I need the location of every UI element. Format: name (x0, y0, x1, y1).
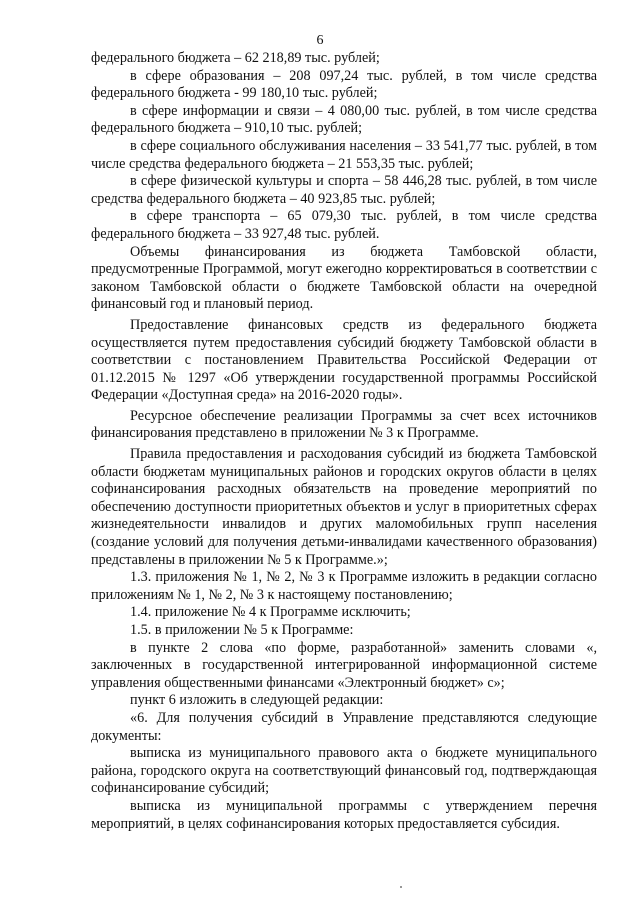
scan-speck (400, 886, 402, 888)
paragraph: пункт 6 изложить в следующей редакции: (130, 692, 384, 709)
paragraph: 1.3. приложения № 1, № 2, № 3 к Программе изложить в редакции согласно приложениям № 1, № 2, № 3 к настоящему постановлению; (91, 569, 597, 603)
page-number: 6 (316, 33, 324, 48)
paragraph: в сфере информации и связи – 4 080,00 тыс. рублей, в том числе средства федерального бюджета – 910,10 тыс. рублей; (91, 102, 597, 137)
paragraph: в сфере транспорта – 65 079,30 тыс. рублей, в том числе средства федерального бюджета – 33 927,48 тыс. рублей. (91, 208, 597, 242)
paragraph: Правила предоставления и расходования субсидий из бюджета Тамбовской области бюджетам муниципальных районов и городских округов области в целях софинансирования расходных обязательств на проведение мероприятий по обеспечению доступности приоритетных объектов и услуг в приоритетных сферах жизнедеятельности инвалидов и других маломобильных групп населения (создание условий для получения детьми-инвалидами качественного образования) представлены в приложении № 5 к Программе.»; (91, 446, 597, 568)
paragraph: «6. Для получения субсидий в Управление представляются следующие документы: (91, 709, 597, 744)
paragraph: федерального бюджета – 62 218,89 тыс. рублей; (91, 50, 380, 66)
paragraph: 1.4. приложение № 4 к Программе исключить; (130, 604, 411, 621)
paragraph: Ресурсное обеспечение реализации Программы за счет всех источников финансирования представлено в приложении № 3 к Программе. (91, 407, 597, 442)
document-body (91, 50, 597, 833)
paragraph: Предоставление финансовых средств из федерального бюджета осуществляется путем предоставления субсидий бюджету Тамбовской области в соответствии с постановлением Правительства Российской Федерации от 01.12.2015 № 1297 «Об утверждении государственной программы Российской Федерации «Доступная среда» на 2016-2020 годы». (91, 316, 597, 404)
paragraph: Объемы финансирования из бюджета Тамбовской области, предусмотренные Программой, могут ежегодно корректироваться в соответствии с законом Тамбовской области о бюджете Тамбовской области на очередной финансовый год и плановый период. (91, 243, 597, 313)
paragraph: 1.5. в приложении № 5 к Программе: (130, 622, 354, 638)
paragraph: выписка из муниципальной программы с утверждением перечня мероприятий, в целях софинансирования которых предоставляется субсидия. (91, 797, 597, 832)
paragraph: в сфере физической культуры и спорта – 58 446,28 тыс. рублей, в том числе средства федерального бюджета – 40 923,85 тыс. рублей; (91, 173, 597, 207)
paragraph: выписка из муниципального правового акта о бюджете муниципального района, городского округа на соответствующий финансовый год, подтверждающая софинансирование субсидий; (91, 745, 597, 797)
paragraph: в сфере образования – 208 097,24 тыс. рублей, в том числе средства федерального бюджета - 99 180,10 тыс. рублей; (91, 67, 597, 102)
paragraph: в сфере социального обслуживания населения – 33 541,77 тыс. рублей, в том числе средства федерального бюджета – 21 553,35 тыс. рублей; (91, 137, 597, 172)
paragraph: в пункте 2 слова «по форме, разработанной» заменить словами «, заключенных в государственной интегрированной информационной системе управления общественными финансами «Электронный бюджет» с»; (91, 639, 597, 691)
